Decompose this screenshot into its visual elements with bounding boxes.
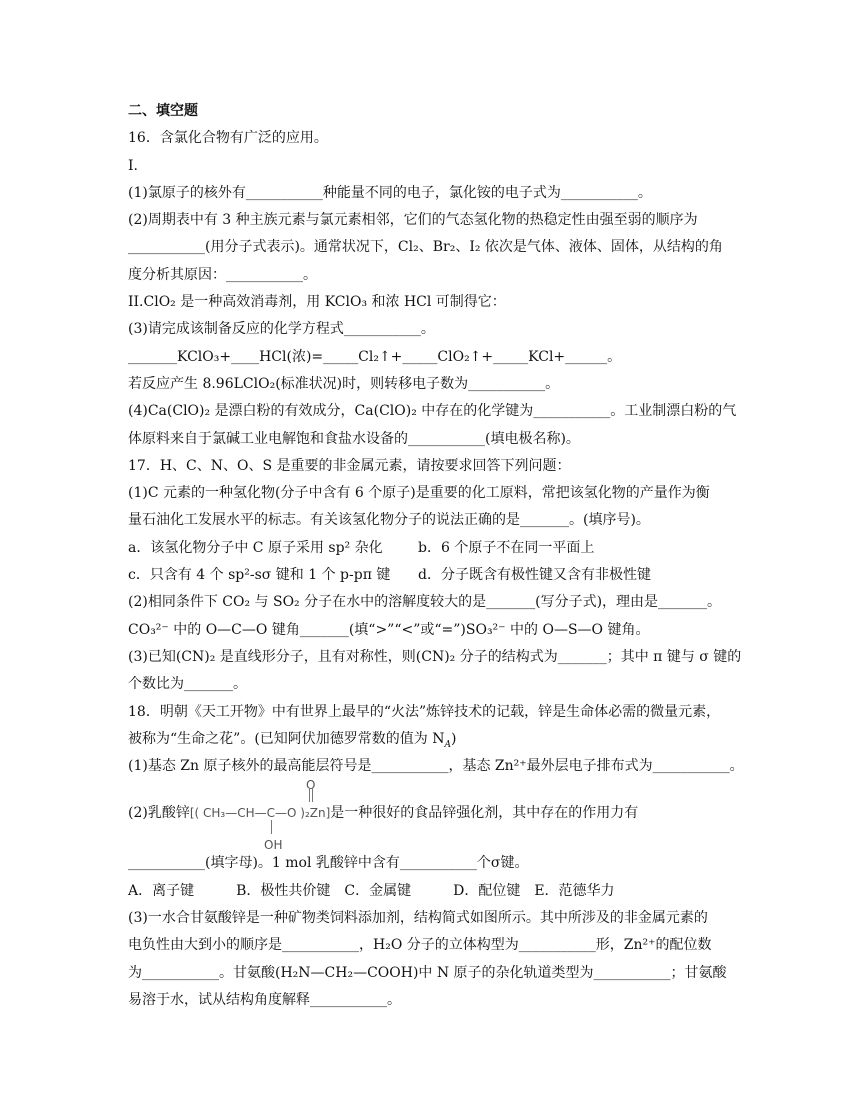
carbonyl-oxygen: O	[306, 778, 316, 793]
struct-prefix: (2)乳酸锌	[128, 805, 190, 822]
option-row	[128, 562, 740, 589]
avogadro-subscript: A	[444, 739, 451, 750]
option-a: a．该氢化物分子中 C 原子采用 sp² 杂化	[128, 539, 383, 556]
text-line: II.ClO₂ 是一种高效消毒剂，用 KClO₃ 和浓 HCl 可制得它：	[128, 294, 506, 311]
text-line: I.	[128, 157, 138, 174]
option-d: d．分子既含有极性键又含有非极性键	[418, 567, 651, 584]
avogadro-close: )	[450, 730, 457, 747]
text-line: _______KClO₃+____HCl(浓)=_____Cl₂↑+_____ClO₂↑+_____KCl+______。	[128, 348, 622, 365]
option-row	[128, 535, 740, 562]
text-line: (3)请完成该制备反应的化学方程式___________。	[128, 321, 435, 338]
text-line: (3)一水合甘氨酸锌是一种矿物类饲料添加剂，结构简式如图所示。其中所涉及的非金属元素的	[128, 910, 708, 927]
text-line: ___________(填字母)。1 mol 乳酸锌中含有___________个σ键。	[128, 855, 529, 872]
text-line: 若反应产生 8.96LClO₂(标准状况)时，则转移电子数为___________。	[128, 375, 560, 392]
zinc-lactate-line	[128, 778, 740, 853]
document-page	[128, 98, 744, 1014]
text-line: (1)氯原子的核外有___________种能量不同的电子，氯化铵的电子式为___________。	[128, 184, 652, 201]
text-line: (2)周期表中有 3 种主族元素与氯元素相邻，它们的气态氢化物的热稳定性由强至弱的顺序为	[128, 212, 698, 229]
text-line: 易溶于水，试从结构角度解释___________。	[128, 991, 401, 1008]
text-line: 体原料来自于氯碱工业电解饱和食盐水设备的___________(填电极名称)。	[128, 430, 580, 447]
text-line: ___________(用分子式表示)。通常状况下，Cl₂、Br₂、I₂ 依次是气体、液体、固体，从结构的角	[128, 239, 723, 256]
text-line: 为___________。甘氨酸(H₂N—CH₂—COOH)中 N 原子的杂化轨道类型为___________；甘氨酸	[128, 964, 727, 981]
text-line: A．离子键 B．极性共价键 C．金属键 D．配位键 E．范德华力	[128, 882, 615, 899]
struct-suffix: 是一种很好的食品锌强化剂，其中存在的作用力有	[330, 805, 639, 822]
text-line: (1)基态 Zn 原子核外的最高能层符号是___________，基态 Zn²⁺最外层电子排布式为___________。	[128, 758, 744, 775]
text-line: (1)C 元素的一种氢化物(分子中含有 6 个原子)是重要的化工原料，常把该氢化物的产量作为衡	[128, 485, 710, 502]
text-line: (4)Ca(ClO)₂ 是漂白粉的有效成分，Ca(ClO)₂ 中存在的化学键为___________。工业制漂白粉的气	[128, 403, 737, 420]
text-line: CO₃²⁻ 中的 O—C—O 键角_______(填“>”“<”或“=”)SO₃²⁻ 中的 O—S—O 键角。	[128, 621, 650, 638]
text-line: 电负性由大到小的顺序是___________，H₂O 分子的立体构型为___________形，Zn²⁺的配位数	[128, 937, 712, 954]
text-line: 18．明朝《天工开物》中有世界上最早的“火法”炼锌技术的记载，锌是生命体必需的微量元素，	[128, 703, 721, 720]
option-b: b．6 个原子不在同一平面上	[418, 539, 595, 556]
text-line: 度分析其原因：___________。	[128, 266, 317, 283]
zinc-lactate-formula: [( CH₃—CH—C—O )₂Zn]	[189, 806, 331, 821]
text-line: 个数比为_______。	[128, 676, 247, 693]
text-line: 17．H、C、N、O、S 是重要的非金属元素，请按要求回答下列问题：	[128, 457, 571, 474]
text-line: 16．含氯化合物有广泛的应用。	[128, 130, 328, 147]
text-line: (3)已知(CN)₂ 是直线形分子，且有对称性，则(CN)₂ 分子的结构式为_______；其中 π 键与 σ 键的	[128, 648, 742, 665]
section-title: 二、填空题	[128, 103, 198, 119]
text-line: 量石油化工发展水平的标志。有关该氢化物分子的说法正确的是_______。(填序号)。	[128, 512, 650, 529]
hydroxyl-group: OH	[264, 838, 283, 853]
option-c: c．只含有 4 个 sp²-sσ 键和 1 个 p-pπ 键	[128, 567, 391, 584]
text-line: (2)相同条件下 CO₂ 与 SO₂ 分子在水中的溶解度较大的是_______(写分子式)，理由是_______。	[128, 594, 722, 611]
text-line: 被称为“生命之花”。(已知阿伏加德罗常数的值为 $N_A$)	[128, 730, 457, 750]
